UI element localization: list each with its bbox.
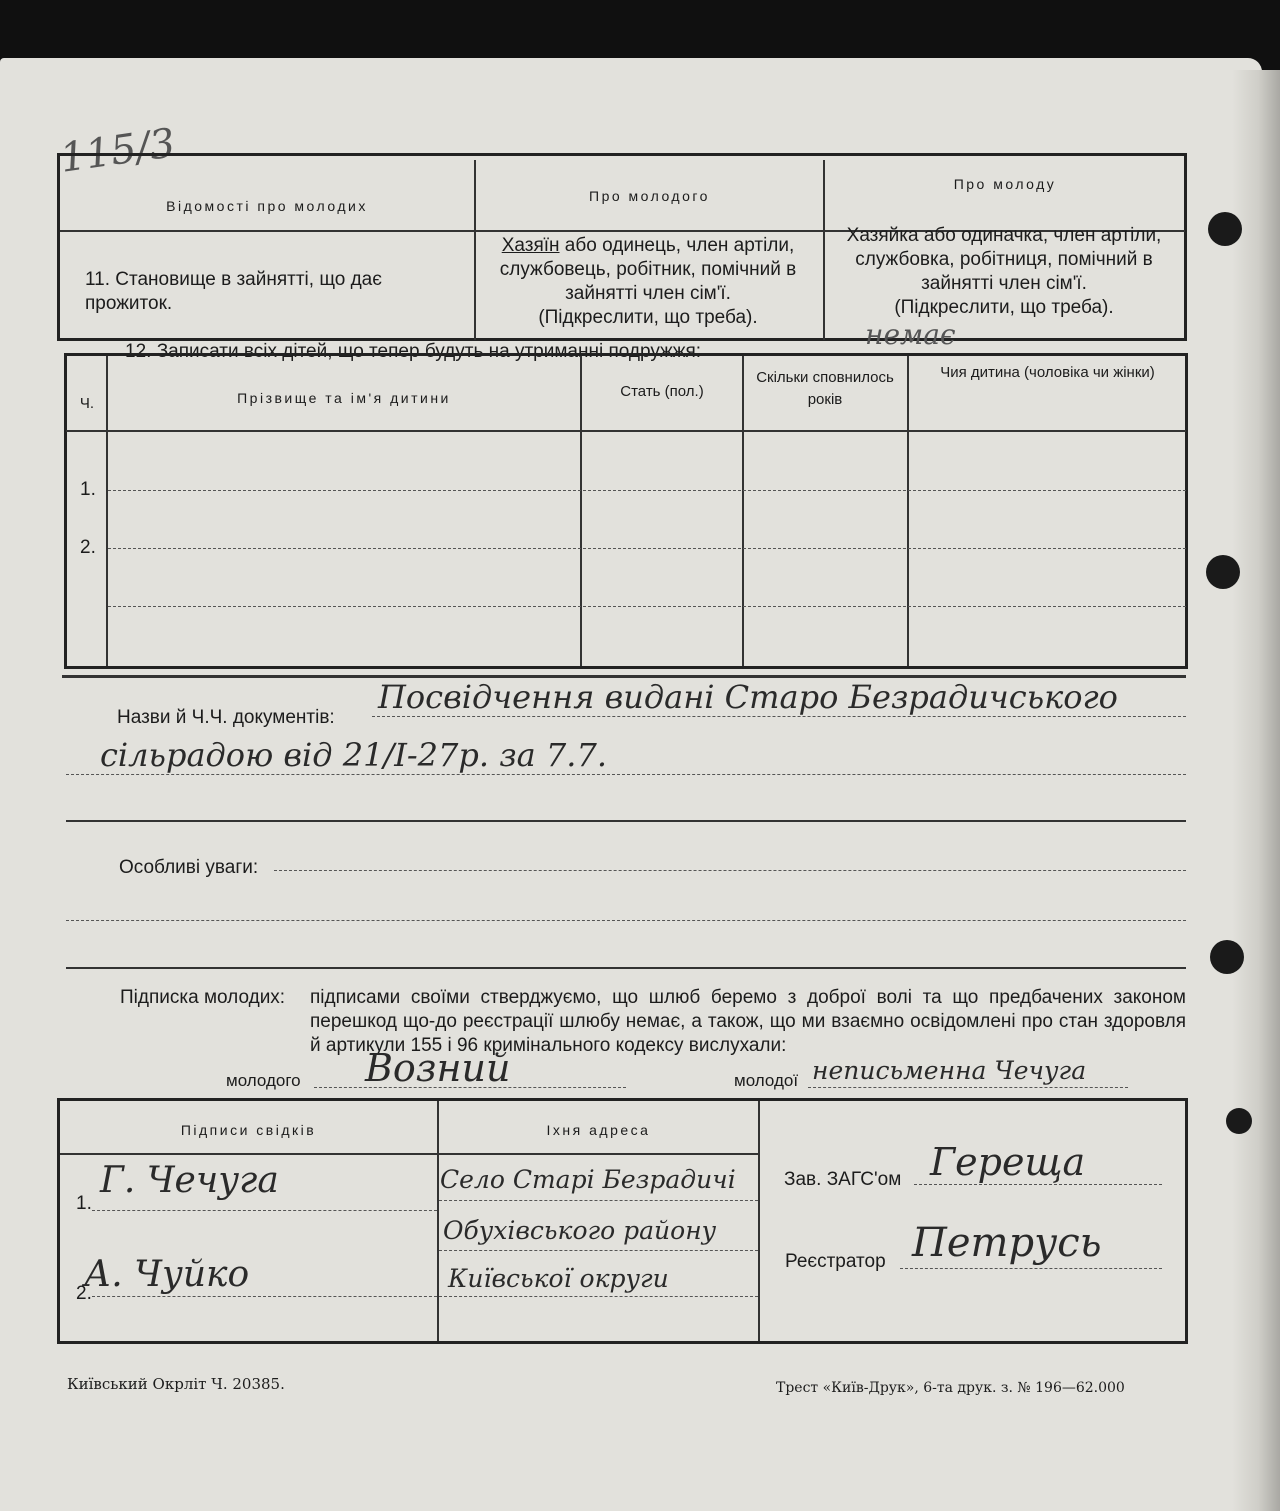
header-couple-info: Відомості про молодих (166, 198, 368, 214)
header-child-name: Прізвище та ім'я дитини (237, 390, 451, 406)
header-witness-address: Іхня адреса (546, 1122, 651, 1138)
row-11-label: 11. Становище в зайнятті, що дає прожиток. (85, 269, 382, 314)
witness-1-signature: Г. Чечуга (100, 1160, 279, 1201)
bride-hint: (Підкреслити, що треба). (894, 297, 1114, 318)
binding-hole (1226, 1108, 1252, 1134)
header-whose: Чия дитина (чоловіка чи жінки) (940, 364, 1155, 381)
header-witness-signatures: Підписи свідків (180, 1122, 317, 1138)
groom-signature: Возний (365, 1046, 511, 1090)
header-sex: Стать (пол.) (620, 383, 704, 400)
child-row-2: 2. (80, 537, 96, 558)
documents-label: Назви й Ч.Ч. документів: (117, 707, 335, 728)
pledge-text: підписами своїми стверджуємо, що шлюб беремо з доброї волі та що предбачених законом перешкод що-до реєстрації шлюбу немає, а також, що ми взаємно освідомлені про стан здоровля й артикули 155 і 96 кримінального кодексу вислухали: (310, 987, 1186, 1056)
header-bride: Про молоду (953, 176, 1057, 192)
registrar-label: Реєстратор (785, 1251, 886, 1272)
binding-hole (1208, 212, 1242, 246)
groom-occupation-options: або одинець, член артіли, службовець, робітник, помічний в зайнятті член сім'ї. (499, 235, 797, 304)
binding-hole (1206, 555, 1240, 589)
footer-censor-mark: Київський Окрліт Ч. 20385. (67, 1375, 285, 1393)
bride-signature: неписьменна Чечуга (812, 1056, 1087, 1085)
binding-hole (1210, 940, 1244, 974)
witness-2-signature: А. Чуйко (84, 1254, 250, 1295)
witness-1-address: Село Старі Безрадичі (440, 1165, 736, 1194)
witness-row-1-number: 1. (76, 1193, 92, 1214)
bride-occupation (845, 224, 1163, 320)
registry-head-label: Зав. ЗАГС'ом (784, 1169, 902, 1190)
groom-occupation (498, 234, 798, 330)
remarks-label: Особливі уваги: (119, 857, 259, 878)
children-title: 12. Записати всіх дітей, що тепер будуть на утриманні подружжя: (125, 341, 702, 362)
child-row-1: 1. (80, 479, 96, 500)
groom-occupation-selected: Хазяїн (501, 235, 560, 256)
bride-signature-label: молодої (734, 1071, 799, 1090)
documents-line-2: сільрадою від 21/І-27р. за 7.7. (100, 736, 607, 774)
header-number: Ч. (79, 395, 95, 412)
margin-note: 115/3 (57, 120, 178, 182)
footer-printer: Трест «Київ-Друк», 6-та друк. з. № 196—62.000 (776, 1380, 1125, 1396)
groom-hint: (Підкреслити, що треба). (538, 307, 758, 328)
header-groom: Про молодого (589, 188, 710, 204)
witness-address-line-3: Київської округи (448, 1264, 669, 1293)
pledge-label: Підписка молодих: (120, 987, 286, 1008)
documents-line-1: Посвідчення видані Старо Безрадичського (378, 678, 1118, 716)
header-age: Скільки сповнилось років (756, 369, 894, 408)
groom-signature-label: молодого (226, 1071, 301, 1090)
witness-row-2-number: 2. (76, 1283, 92, 1304)
bride-occupation-options: Хазяйка або одиначка, член артіли, службовка, робітниця, помічний в зайнятті член сім'ї. (846, 225, 1162, 294)
page-edge-shadow (1232, 70, 1280, 1511)
registry-head-signature: Гереща (930, 1140, 1086, 1184)
children-answer: немає (865, 318, 956, 351)
registrar-signature: Петрусь (912, 1220, 1102, 1266)
witness-2-address: Обухівського району (443, 1216, 717, 1245)
